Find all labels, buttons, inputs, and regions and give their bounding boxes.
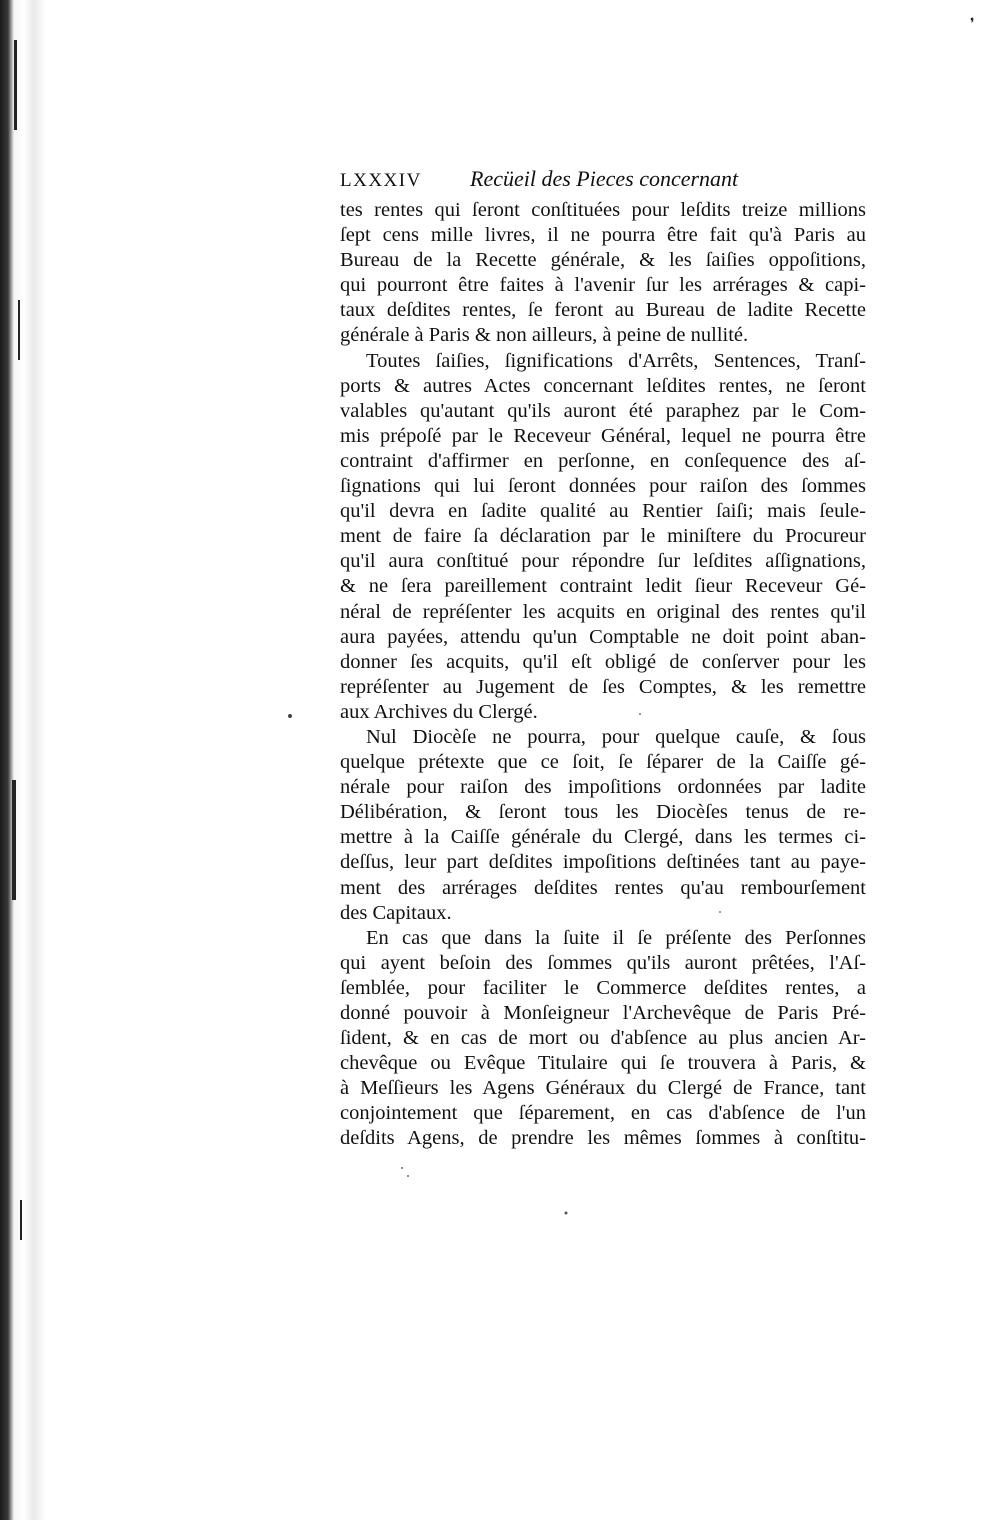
text-line: En cas que dans la ſuite il ſe préſente des Perſonnes bbox=[366, 926, 866, 949]
text-line: aura payées, attendu qu'un Comptable ne doit point aban- bbox=[340, 625, 866, 648]
binding-shadow-streak bbox=[20, 1200, 22, 1240]
text-line: quelque prétexte que ce ſoit, ſe ſéparer de la Caiſſe gé- bbox=[340, 751, 866, 774]
body-text bbox=[340, 198, 866, 1152]
text-line: nérale pour raiſon des impoſitions ordonnées par ladite bbox=[340, 776, 866, 799]
text-line: tes rentes qui ſeront conſtituées pour leſdits treize millions bbox=[340, 199, 866, 221]
text-line: Toutes ſaiſies, ſignifications d'Arrêts, Sentences, Tranſ- bbox=[366, 349, 866, 372]
running-title: Recüeil des Pieces concernant bbox=[470, 166, 739, 191]
text-line: donné pouvoir à Monſeigneur l'Archevêque de Paris Pré- bbox=[340, 1002, 866, 1024]
text-line: qu'il devra en ſadite qualité au Rentier ſaiſi; mais ſeule- bbox=[340, 500, 866, 523]
text-line: ſignations qui lui ſeront données pour raiſon des ſommes bbox=[340, 475, 866, 498]
text-line: qui pourront être faites à l'avenir ſur les arrérages & capi- bbox=[340, 274, 866, 297]
text-line: ſemblée, pour faciliter le Commerce deſdites rentes, a bbox=[340, 976, 866, 999]
text-line: deſdits Agens, de prendre les mêmes ſommes à conſtitu- bbox=[340, 1127, 866, 1150]
text-line: ment des arrérages deſdites rentes qu'au rembourſement bbox=[340, 876, 866, 899]
text-line: générale à Paris & non ailleurs, à peine de nullité. bbox=[340, 324, 749, 347]
text-line: ſept cens mille livres, il ne pourra être fait qu'à Paris au bbox=[340, 224, 866, 247]
binding-shadow-streak bbox=[18, 300, 20, 360]
text-line: mis prépoſé par le Receveur Général, lequel ne pourra être bbox=[340, 424, 866, 447]
binding-shadow-streak bbox=[12, 780, 16, 900]
text-line: Délibération, & ſeront tous les Diocèſes tenus de re- bbox=[340, 801, 866, 824]
text-line: valables qu'autant qu'ils auront été paraphez par le Com- bbox=[340, 399, 866, 422]
text-line: taux deſdites rentes, ſe feront au Bureau de ladite Recette bbox=[340, 299, 866, 322]
text-line: conjointement que ſéparement, en cas d'abſence de l'un bbox=[340, 1102, 866, 1125]
text-line: ment de faire ſa déclaration par le miniſtere du Procureur bbox=[340, 525, 866, 548]
text-line: & ne ſera pareillement contraint ledit ſieur Receveur Gé- bbox=[340, 575, 866, 598]
running-head bbox=[340, 166, 866, 198]
page-binding-gutter bbox=[0, 0, 46, 1520]
binding-shadow-streak bbox=[14, 40, 17, 130]
text-line: aux Archives du Clergé. bbox=[340, 700, 538, 723]
text-line: ports & autres Actes concernant leſdites rentes, ne ſeront bbox=[340, 374, 866, 397]
text-line: Bureau de la Recette générale, & les ſaiſies oppoſitions, bbox=[340, 249, 866, 272]
text-line: deſſus, leur part deſdites impoſitions deſtinées tant au paye- bbox=[340, 851, 866, 874]
text-line: qu'il aura conſtitué pour répondre ſur leſdites aſſignations, bbox=[340, 550, 866, 573]
text-line: chevêque ou Evêque Titulaire qui ſe trouvera à Paris, & bbox=[340, 1052, 866, 1075]
book-page bbox=[340, 166, 866, 1152]
text-line: ſident, & en cas de mort ou d'abſence au plus ancien Ar- bbox=[340, 1027, 866, 1050]
page-folio: LXXXIV bbox=[340, 170, 422, 191]
text-line: qui ayent beſoin des ſommes qu'ils auront prêtées, l'Aſ- bbox=[340, 951, 866, 974]
text-line: donner ſes acquits, qu'il eſt obligé de conſerver pour les bbox=[340, 650, 866, 673]
text-line: contraint d'affirmer en perſonne, en conſequence des aſ- bbox=[340, 449, 866, 472]
text-line: des Capitaux. bbox=[340, 901, 452, 924]
corner-ink-mark-icon: ❜ bbox=[970, 17, 975, 32]
text-line: néral de repréſenter les acquits en original des rentes qu'il bbox=[340, 600, 866, 623]
text-line: mettre à la Caiſſe générale du Clergé, dans les termes ci- bbox=[340, 826, 866, 849]
text-line: repréſenter au Jugement de ſes Comptes, & les remettre bbox=[340, 675, 866, 698]
text-line: à Meſſieurs les Agens Généraux du Clergé de France, tant bbox=[340, 1077, 866, 1100]
text-line: Nul Diocèſe ne pourra, pour quelque cauſe, & ſous bbox=[366, 725, 866, 748]
